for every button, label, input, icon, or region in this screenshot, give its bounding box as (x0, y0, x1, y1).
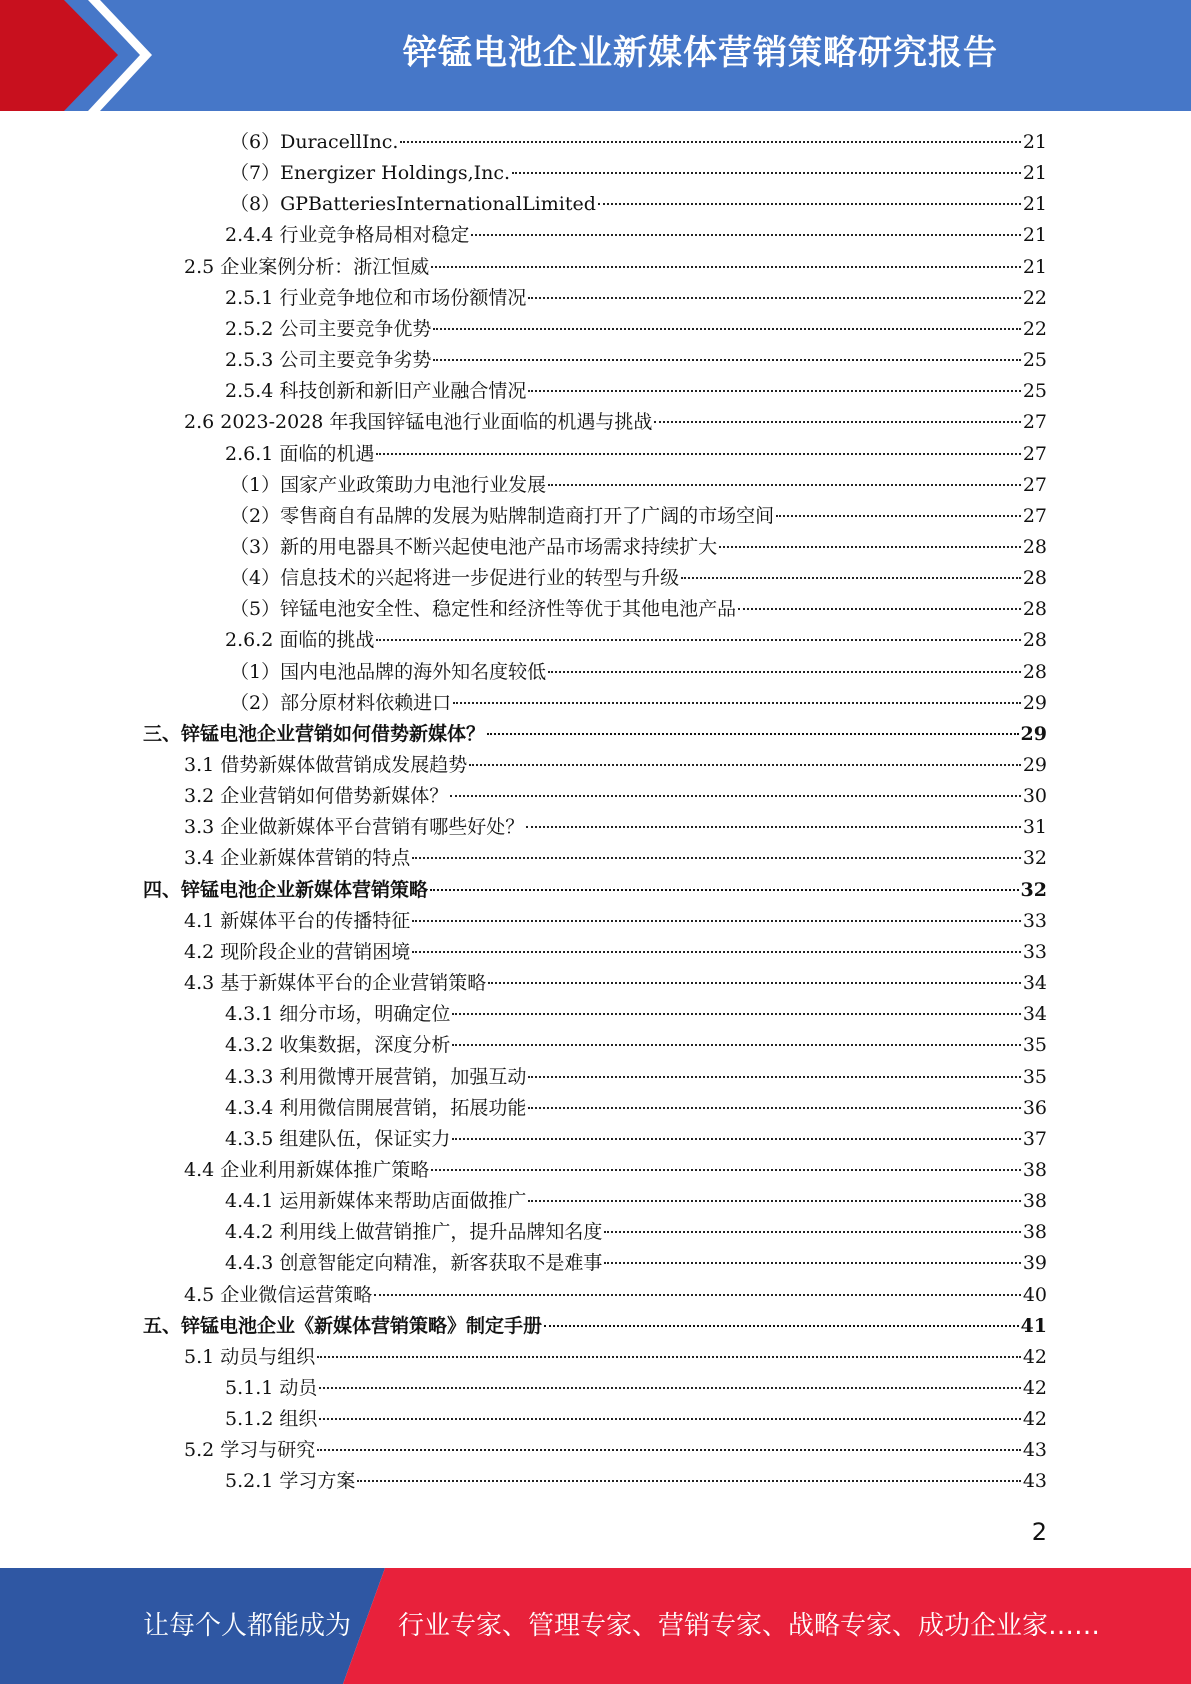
toc-entry[interactable] (184, 937, 1047, 968)
toc-dot-leader (412, 857, 1021, 859)
toc-entry[interactable] (225, 1093, 1047, 1124)
toc-entry-page: 34 (1022, 1003, 1047, 1026)
toc-entry-label: 三、锌锰电池企业营销如何借势新媒体？ (143, 722, 486, 745)
toc-dot-leader (412, 920, 1021, 922)
toc-entry-label: （6）DuracellInc. (230, 131, 399, 153)
toc-entry-label: 五、锌锰电池企业《新媒体营销策略》制定手册 (143, 1314, 543, 1337)
toc-dot-leader (433, 328, 1020, 330)
toc-entry-page: 29 (1020, 722, 1047, 745)
toc-entry[interactable] (230, 158, 1047, 189)
toc-dot-leader (528, 390, 1020, 392)
toc-entry-page: 32 (1022, 847, 1047, 870)
toc-entry-label: 2.5.4 科技创新和新旧产业融合情况 (225, 380, 527, 403)
toc-dot-leader (604, 1262, 1020, 1264)
toc-dot-leader (512, 172, 1021, 174)
toc-entry-page: 32 (1020, 878, 1047, 901)
toc-entry-label: 2.4.4 行业竞争格局相对稳定 (225, 224, 470, 247)
toc-entry-page: 28 (1022, 535, 1047, 558)
toc-entry-label: 5.2 学习与研究 (184, 1439, 316, 1462)
toc-entry-page: 27 (1022, 504, 1047, 527)
toc-entry[interactable] (143, 1311, 1047, 1342)
toc-dot-leader (528, 1200, 1020, 1202)
page-number: 2 (1031, 1518, 1047, 1546)
toc-entry-page: 25 (1022, 349, 1047, 372)
toc-entry-label: （8）GPBatteriesInternationalLimited (230, 193, 596, 216)
toc-entry-label: 2.6.1 面临的机遇 (225, 442, 375, 465)
toc-entry-label: 5.1 动员与组织 (184, 1345, 316, 1368)
toc-dot-leader (319, 1418, 1020, 1420)
toc-entry[interactable] (230, 563, 1047, 594)
toc-dot-leader (412, 951, 1021, 953)
toc-entry-page: 27 (1022, 442, 1047, 465)
toc-entry-page: 21 (1022, 224, 1047, 247)
toc-entry-label: 4.3 基于新媒体平台的企业营销策略 (184, 972, 487, 995)
toc-entry-label: 4.3.2 收集数据，深度分析 (225, 1034, 451, 1057)
toc-entry[interactable] (225, 1248, 1047, 1279)
toc-dot-leader (681, 577, 1021, 579)
toc-entry-page: 37 (1022, 1127, 1047, 1150)
toc-entry-label: 4.3.1 细分市场，明确定位 (225, 1003, 451, 1026)
toc-entry-label: （2）部分原材料依赖进口 (230, 691, 452, 714)
toc-entry-label: （5）锌锰电池安全性、稳定性和经济性等优于其他电池产品 (230, 598, 737, 621)
toc-entry-page: 43 (1022, 1470, 1047, 1493)
toc-dot-leader (317, 1356, 1021, 1358)
toc-entry-page: 43 (1022, 1439, 1047, 1462)
toc-entry[interactable] (184, 843, 1047, 874)
toc-entry[interactable] (230, 127, 1047, 158)
toc-dot-leader (598, 203, 1021, 205)
toc-entry-page: 41 (1020, 1314, 1047, 1337)
toc-dot-leader (548, 671, 1021, 673)
toc-entry-label: 3.1 借势新媒体做营销成发展趋势 (184, 754, 468, 776)
page-footer (0, 1568, 1191, 1684)
toc-entry-page: 21 (1022, 162, 1047, 185)
toc-entry[interactable] (225, 220, 1047, 251)
toc-dot-leader (376, 453, 1020, 455)
toc-dot-leader (452, 1013, 1020, 1015)
toc-entry-label: 4.4.3 创意智能定向精准，新客获取不是难事 (225, 1252, 603, 1275)
toc-entry[interactable] (225, 1030, 1047, 1061)
toc-entry[interactable] (184, 1155, 1047, 1186)
toc-entry[interactable] (225, 1062, 1047, 1093)
toc-entry-page: 40 (1022, 1283, 1047, 1306)
toc-entry[interactable] (184, 781, 1047, 812)
toc-entry-label: 5.2.1 学习方案 (225, 1470, 356, 1493)
toc-dot-leader (453, 702, 1021, 704)
toc-entry[interactable] (143, 719, 1047, 750)
toc-entry-page: 36 (1022, 1096, 1047, 1119)
toc-dot-leader (400, 141, 1020, 143)
toc-entry-page: 38 (1022, 1221, 1047, 1244)
toc-entry-page: 28 (1022, 629, 1047, 652)
toc-entry-page: 28 (1022, 598, 1047, 621)
toc-entry[interactable] (225, 345, 1047, 376)
toc-entry-label: （7）Energizer Holdings,Inc. (230, 162, 511, 185)
toc-entry-page: 42 (1022, 1377, 1047, 1399)
toc-entry-label: 2.5.2 公司主要竞争优势 (225, 317, 432, 340)
toc-dot-leader (431, 266, 1021, 268)
toc-entry-page: 25 (1022, 380, 1047, 403)
toc-entry-label: 4.4.2 利用线上做营销推广，提升品牌知名度 (225, 1221, 603, 1244)
toc-entry-page: 29 (1022, 754, 1047, 776)
toc-dot-leader (376, 639, 1020, 641)
toc-entry-label: 3.3 企业做新媒体平台营销有哪些好处？ (184, 816, 525, 839)
toc-dot-leader (469, 764, 1021, 766)
toc-entry-label: 四、锌锰电池企业新媒体营销策略 (143, 878, 429, 901)
toc-entry[interactable] (230, 594, 1047, 625)
toc-entry-label: 2.6 2023-2028 年我国锌锰电池行业面临的机遇与挑战 (184, 411, 653, 434)
toc-entry-label: （2）零售商自有品牌的发展为贴牌制造商打开了广阔的市场空间 (230, 504, 775, 527)
toc-entry-label: 2.5.1 行业竞争地位和市场份额情况 (225, 286, 527, 309)
toc-entry-label: （1）国家产业政策助力电池行业发展 (230, 473, 547, 496)
toc-entry[interactable] (225, 1373, 1047, 1404)
footer-slogan-right: 行业专家、管理专家、营销专家、战略专家、成功企业家…… (398, 1611, 1101, 1641)
toc-entry[interactable] (225, 314, 1047, 345)
toc-dot-leader (430, 889, 1019, 891)
toc-entry[interactable] (184, 252, 1047, 283)
toc-entry-label: 4.1 新媒体平台的传播特征 (184, 909, 411, 932)
toc-entry[interactable] (230, 501, 1047, 532)
toc-entry[interactable] (230, 470, 1047, 501)
toc-entry[interactable] (230, 688, 1047, 719)
toc-entry-label: 5.1.2 组织 (225, 1408, 318, 1431)
toc-entry[interactable] (230, 657, 1047, 688)
toc-dot-leader (528, 1076, 1020, 1078)
toc-dot-leader (357, 1480, 1020, 1482)
toc-dot-leader (528, 297, 1020, 299)
toc-entry-label: 4.3.4 利用微信開展营销，拓展功能 (225, 1096, 527, 1119)
toc-entry-page: 30 (1022, 785, 1047, 808)
toc-dot-leader (738, 608, 1021, 610)
toc-entry[interactable] (225, 1404, 1047, 1435)
toc-dot-leader (604, 1231, 1020, 1233)
toc-entry-page: 28 (1022, 660, 1047, 683)
toc-dot-leader (433, 359, 1020, 361)
toc-entry[interactable] (184, 407, 1047, 438)
toc-entry-label: 4.3.3 利用微博开展营销，加强互动 (225, 1065, 527, 1088)
toc-entry-label: 3.4 企业新媒体营销的特点 (184, 847, 411, 870)
toc-entry[interactable] (184, 750, 1047, 781)
toc-entry[interactable] (225, 376, 1047, 407)
toc-entry[interactable] (225, 1186, 1047, 1217)
toc-entry[interactable] (184, 906, 1047, 937)
toc-entry-label: 2.5 企业案例分析：浙江恒威 (184, 255, 430, 278)
toc-entry-label: 2.6.2 面临的挑战 (225, 629, 375, 652)
toc-dot-leader (528, 1107, 1020, 1109)
toc-dot-leader (548, 484, 1021, 486)
footer-slogan-left: 让每个人都能成为 (143, 1611, 352, 1641)
toc-dot-leader (317, 1449, 1021, 1451)
toc-entry-label: 4.5 企业微信运营策略 (184, 1283, 373, 1306)
toc-entry[interactable] (225, 1466, 1047, 1497)
toc-dot-leader (452, 1044, 1020, 1046)
toc-entry-page: 27 (1022, 473, 1047, 496)
toc-entry-page: 29 (1022, 691, 1047, 714)
toc-entry-page: 21 (1022, 131, 1047, 153)
toc-entry-page: 31 (1022, 816, 1047, 839)
toc-entry-page: 21 (1022, 193, 1047, 216)
toc-entry-label: 4.3.5 组建队伍，保证实力 (225, 1127, 451, 1150)
toc-entry-page: 33 (1022, 940, 1047, 963)
toc-entry-page: 42 (1022, 1408, 1047, 1431)
toc-entry[interactable] (143, 875, 1047, 906)
toc-entry[interactable] (184, 1435, 1047, 1466)
toc-entry[interactable] (184, 812, 1047, 843)
toc-entry-page: 39 (1022, 1252, 1047, 1275)
toc-entry-label: 4.2 现阶段企业的营销困境 (184, 940, 411, 963)
toc-entry-label: （4）信息技术的兴起将进一步促进行业的转型与升级 (230, 567, 680, 590)
toc-dot-leader (719, 546, 1021, 548)
toc-entry-page: 35 (1022, 1034, 1047, 1057)
toc-entry[interactable] (225, 439, 1047, 470)
toc-entry-page: 22 (1022, 317, 1047, 340)
toc-dot-leader (488, 982, 1021, 984)
toc-entry[interactable] (225, 999, 1047, 1030)
toc-entry[interactable] (184, 968, 1047, 999)
toc-entry-page: 22 (1022, 286, 1047, 309)
toc-dot-leader (450, 795, 1021, 797)
toc-entry[interactable] (230, 532, 1047, 563)
toc-dot-leader (776, 515, 1021, 517)
toc-entry[interactable] (225, 283, 1047, 314)
toc-entry[interactable] (184, 1280, 1047, 1311)
toc-entry[interactable] (184, 1342, 1047, 1373)
toc-entry-label: 2.5.3 公司主要竞争劣势 (225, 349, 432, 372)
toc-dot-leader (654, 421, 1020, 423)
toc-entry-page: 38 (1022, 1190, 1047, 1213)
report-title: 锌锰电池企业新媒体营销策略研究报告 (403, 33, 998, 73)
toc-entry[interactable] (225, 625, 1047, 656)
toc-entry-page: 35 (1022, 1065, 1047, 1088)
toc-entry-label: （3）新的用电器具不断兴起使电池产品市场需求持续扩大 (230, 535, 718, 558)
toc-dot-leader (487, 733, 1019, 735)
toc-entry-label: （1）国内电池品牌的海外知名度较低 (230, 660, 547, 683)
toc-dot-leader (471, 234, 1020, 236)
toc-entry[interactable] (225, 1124, 1047, 1155)
page-header (0, 0, 1191, 111)
toc-entry-page: 28 (1022, 567, 1047, 590)
toc-entry-page: 27 (1022, 411, 1047, 434)
toc-dot-leader (544, 1325, 1019, 1327)
toc-dot-leader (526, 826, 1021, 828)
toc-entry-page: 21 (1022, 255, 1047, 278)
toc-dot-leader (374, 1294, 1021, 1296)
toc-dot-leader (431, 1169, 1021, 1171)
toc-entry-page: 34 (1022, 972, 1047, 995)
toc-entry-label: 4.4.1 运用新媒体来帮助店面做推广 (225, 1190, 527, 1213)
toc-dot-leader (452, 1138, 1020, 1140)
toc-entry-page: 38 (1022, 1158, 1047, 1181)
header-chevron-logo (0, 0, 160, 111)
toc-entry[interactable] (225, 1217, 1047, 1248)
toc-entry-label: 3.2 企业营销如何借势新媒体？ (184, 785, 449, 808)
toc-dot-leader (319, 1387, 1020, 1389)
toc-entry-label: 4.4 企业利用新媒体推广策略 (184, 1158, 430, 1181)
toc-entry[interactable] (230, 189, 1047, 220)
toc-entry-page: 33 (1022, 909, 1047, 932)
toc-entry-label: 5.1.1 动员 (225, 1377, 318, 1399)
toc-entry-page: 42 (1022, 1345, 1047, 1368)
